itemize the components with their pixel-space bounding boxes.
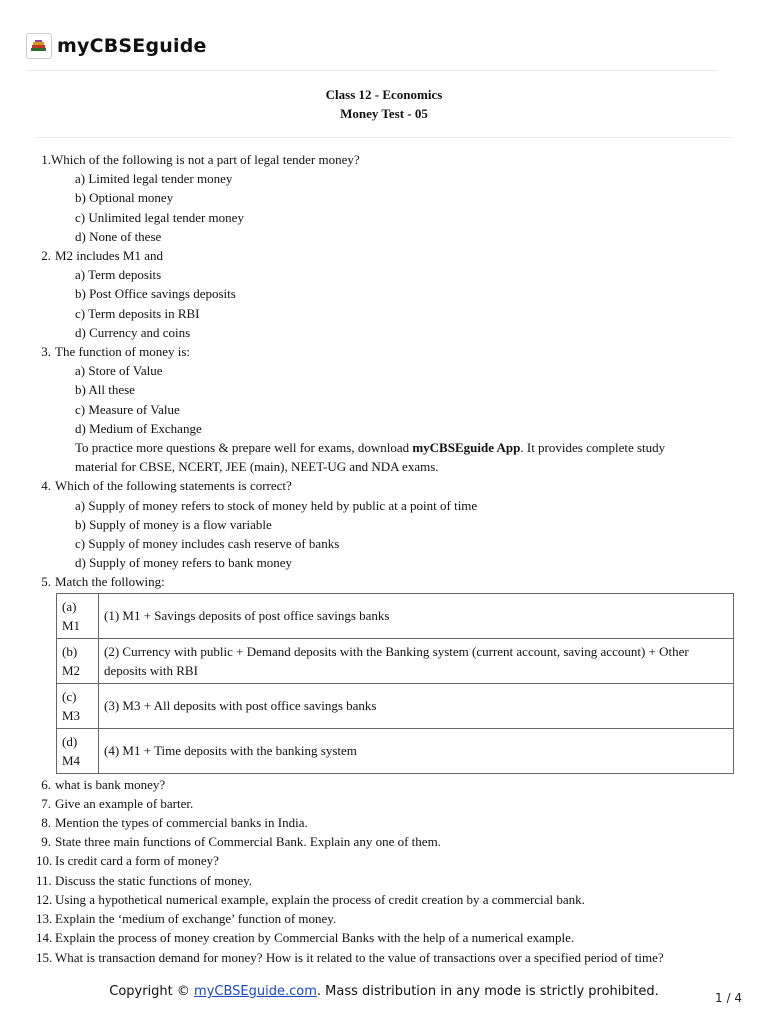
question-number: 9. (41, 834, 51, 850)
question-text: Give an example of barter. (55, 795, 194, 811)
question-item (36, 572, 736, 591)
option: c) Measure of Value (75, 401, 180, 417)
match-key: (c) M3 (57, 683, 99, 728)
question-text: Using a hypothetical numerical example, explain the process of credit creation by a commercial bank. (55, 891, 585, 907)
question-item (36, 890, 736, 909)
match-key: (a) M1 (57, 593, 99, 638)
option: c) Supply of money includes cash reserve of banks (75, 536, 340, 552)
question-number: 1. (41, 152, 51, 167)
question-number: 3. (41, 344, 51, 360)
match-table (56, 593, 734, 774)
brand-name[interactable]: myCBSEguide (57, 35, 207, 57)
question-number: 15. (36, 949, 53, 965)
question-text: Match the following: (55, 574, 165, 590)
option: a) Limited legal tender money (75, 171, 233, 187)
question-list (36, 150, 736, 967)
question-number: 5. (41, 574, 51, 590)
question-item (36, 948, 736, 967)
footer-text-after: . Mass distribution in any mode is strictly prohibited. (316, 984, 659, 999)
table-row (57, 728, 734, 773)
promo-text-before: To practice more questions & prepare well for exams, download (75, 440, 413, 456)
question-number: 2. (41, 248, 51, 264)
promo-text-after: . It provides complete study material for CBSE, NCERT, JEE (main), NEET-UG and NDA exams. (75, 440, 666, 475)
question-item (36, 832, 736, 851)
question-text: Is credit card a form of money? (55, 853, 219, 869)
option: b) Supply of money is a flow variable (75, 516, 272, 532)
title-divider (34, 137, 734, 138)
match-key: (b) M2 (57, 638, 99, 683)
question-text: What is transaction demand for money? How is it related to the value of transactions over a specified period of time? (55, 949, 664, 965)
question-item (36, 150, 736, 169)
question-text: what is bank money? (55, 776, 166, 792)
footer-site-link[interactable]: myCBSEguide.com (194, 984, 317, 999)
match-value: (2) Currency with public + Demand deposits with the Banking system (current account, saving account) + Other deposits with RBI (99, 638, 734, 683)
document-test-title: Money Test - 05 (340, 106, 428, 121)
question-item (36, 246, 736, 265)
promo-app-name[interactable]: myCBSEguide App (412, 440, 521, 456)
option: b) Optional money (75, 190, 174, 206)
question-text: Which of the following statements is correct? (55, 478, 292, 494)
option: a) Supply of money refers to stock of money held by public at a point of time (75, 497, 478, 513)
question-number: 13. (36, 911, 53, 927)
match-key: (d) M4 (57, 728, 99, 773)
copyright-footer (0, 984, 768, 999)
question-number: 14. (36, 930, 53, 946)
question-item (36, 794, 736, 813)
question-text: Mention the types of commercial banks in India. (55, 815, 308, 831)
question-item (36, 775, 736, 794)
match-value: (4) M1 + Time deposits with the banking system (99, 728, 734, 773)
question-text: M2 includes M1 and (55, 248, 163, 264)
question-item (36, 813, 736, 832)
option: d) Currency and coins (75, 324, 191, 340)
books-logo-icon[interactable] (26, 33, 52, 59)
header-divider (26, 70, 718, 71)
table-row (57, 593, 734, 638)
question-item (36, 476, 736, 495)
site-header (26, 30, 207, 62)
match-value: (3) M3 + All deposits with post office savings banks (99, 683, 734, 728)
question-item (36, 871, 736, 890)
question-number: 12. (36, 891, 53, 907)
option: b) Post Office savings deposits (75, 286, 236, 302)
question-item (36, 928, 736, 947)
question-text: The function of money is: (55, 344, 191, 360)
question-number: 6. (41, 776, 51, 792)
option: a) Store of Value (75, 363, 163, 379)
question-text: State three main functions of Commercial Bank. Explain any one of them. (55, 834, 441, 850)
document-class-title: Class 12 - Economics (325, 87, 443, 102)
question-text: Which of the following is not a part of legal tender money? (51, 152, 360, 167)
question-text: Explain the ‘medium of exchange’ function of money. (55, 911, 337, 927)
page-number: 1 / 4 (715, 991, 742, 1005)
option: d) Supply of money refers to bank money (75, 555, 292, 571)
question-number: 10. (36, 853, 53, 869)
question-number: 11. (36, 872, 52, 888)
question-number: 8. (41, 815, 51, 831)
option: d) Medium of Exchange (75, 420, 202, 436)
question-text: Explain the process of money creation by Commercial Banks with the help of a numerical example. (55, 930, 575, 946)
footer-text-before: Copyright © (109, 984, 195, 999)
match-value: (1) M1 + Savings deposits of post office savings banks (99, 593, 734, 638)
question-item (36, 342, 736, 361)
question-number: 4. (41, 478, 51, 494)
question-item (36, 851, 736, 870)
option: c) Unlimited legal tender money (75, 209, 244, 225)
question-item (36, 909, 736, 928)
option: b) All these (75, 382, 135, 398)
promo-note (36, 438, 736, 476)
option: d) None of these (75, 228, 162, 244)
option: a) Term deposits (75, 267, 162, 283)
question-text: Discuss the static functions of money. (55, 872, 253, 888)
table-row (57, 638, 734, 683)
table-row (57, 683, 734, 728)
option: c) Term deposits in RBI (75, 305, 200, 321)
question-number: 7. (41, 795, 51, 811)
